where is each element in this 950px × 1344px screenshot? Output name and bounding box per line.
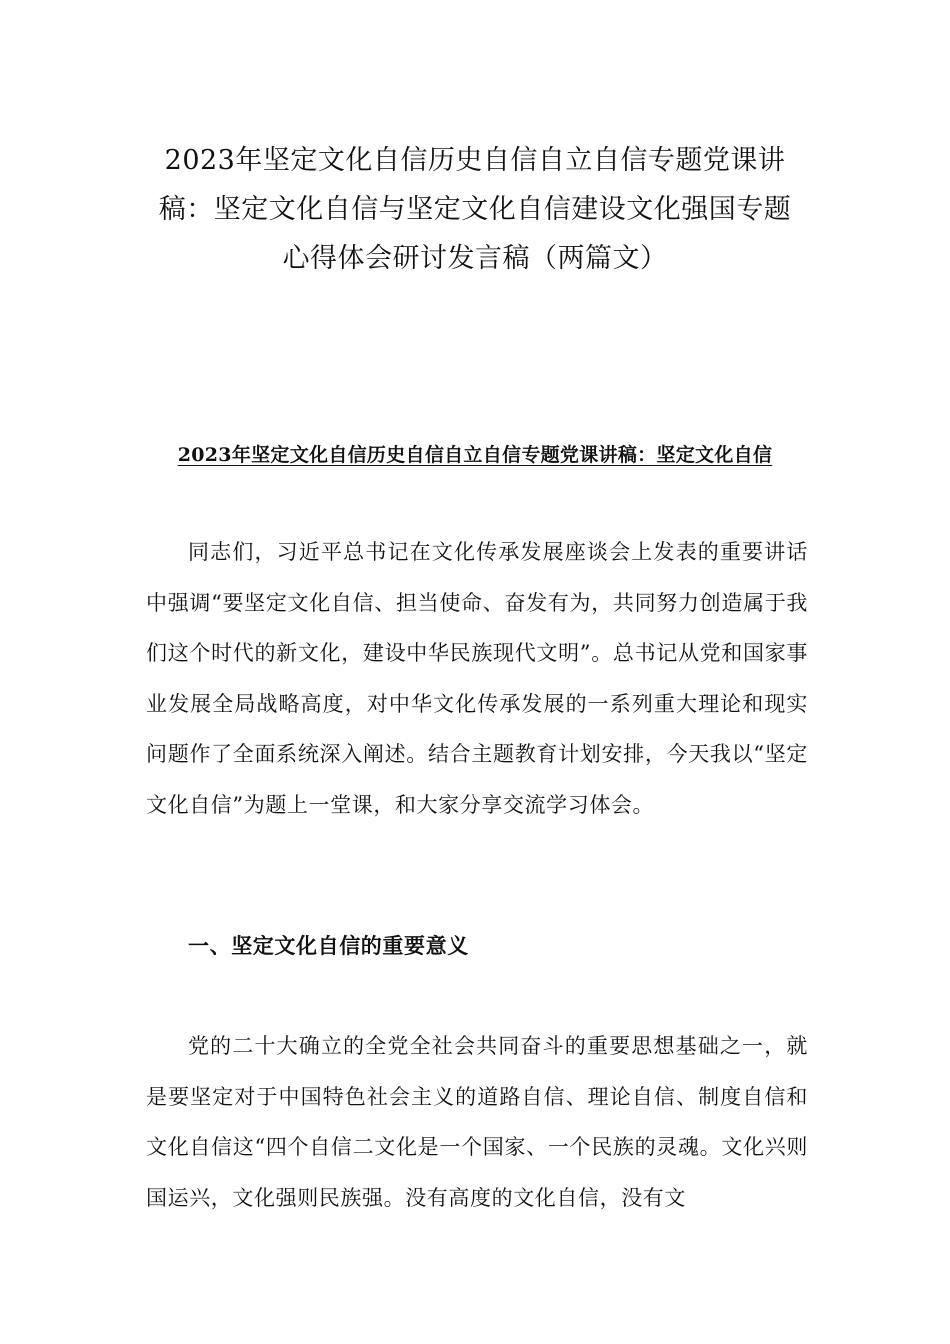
title-line-3: 心得体会研讨发言稿（两篇文） [282,243,668,274]
section-subtitle: 2023年坚定文化自信历史自信自立自信专题党课讲稿：坚定文化自信 [177,444,773,466]
intro-paragraph: 同志们，习近平总书记在文化传承发展座谈会上发表的重要讲话中强调“要坚定文化自信、担当使命、奋发有为，共同努力创造属于我们这个时代的新文化，建设中华民族现代文明”。总书记从党和国家事业发展全局战略高度，对中华文化传承发展的一系列重大理论和现实问题作了全面系统深入阐述。结合主题教育计划安排，今天我以“坚定文化自信”为题上一堂课，和大家分享交流学习体会。 [146,540,808,817]
title-line-1: 2023年坚定文化自信历史自信自立自信专题党课讲 [164,145,786,176]
section-heading-1: 一、坚定文化自信的重要意义 [188,933,469,958]
document-title [130,136,820,283]
title-line-2: 稿：坚定文化自信与坚定文化自信建设文化强国专题 [158,194,792,225]
body-paragraph-2: 党的二十大确立的全党全社会共同奋斗的重要思想基础之一，就是要坚定对于中国特色社会主义的道路自信、理论自信、制度自信和文化自信这“四个自信二文化是一个国家、一个民族的灵魂。文化兴则国运兴，文化强则民族强。没有高度的文化自信，没有文 [146,1034,808,1210]
